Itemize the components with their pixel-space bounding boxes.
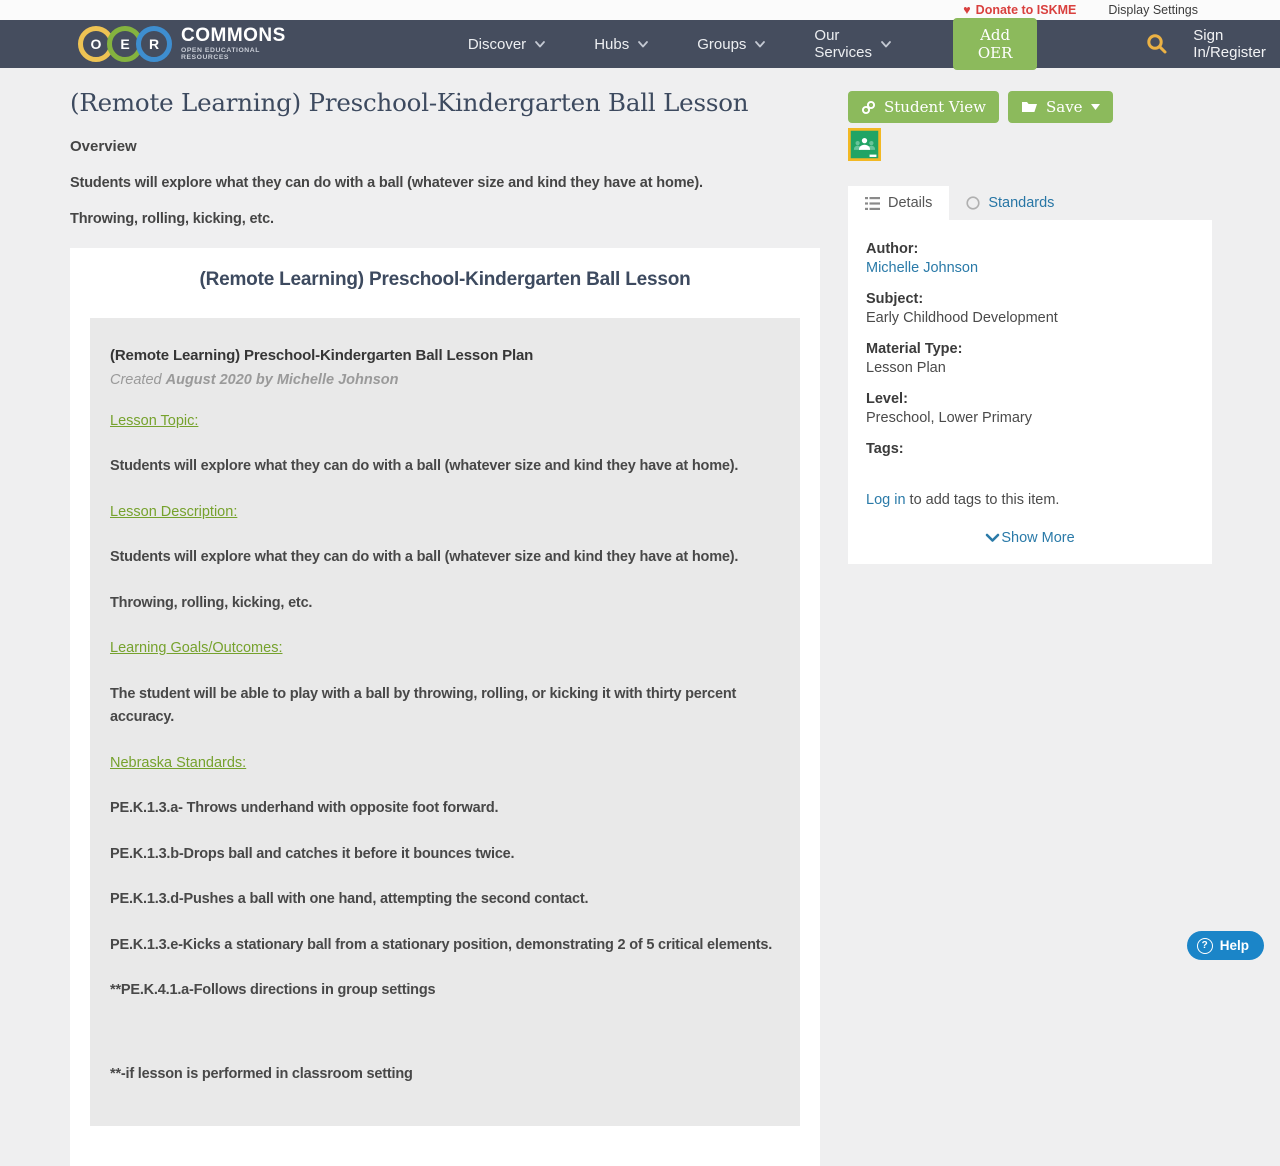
- logo-ring-e: E: [107, 26, 143, 62]
- sidebar-column: [848, 88, 1212, 564]
- nav-menu: [468, 27, 891, 61]
- caret-down-icon: [1091, 104, 1100, 110]
- page-title: (Remote Learning) Preschool-Kindergarten Ball Lesson: [70, 88, 749, 117]
- detail-field-label: Subject:: [866, 291, 924, 307]
- lesson-paragraph: [110, 1025, 780, 1041]
- nav-menu-item[interactable]: [697, 27, 765, 61]
- detail-field-value: Lesson Plan: [866, 360, 946, 376]
- tab-details-label: Details: [888, 195, 933, 211]
- lesson-paragraph[interactable]: Learning Goals/Outcomes:: [110, 640, 283, 657]
- lesson-paragraph: PE.K.1.3.d-Pushes a ball with one hand, attempting the second contact.: [110, 891, 589, 908]
- detail-field: [866, 441, 1194, 466]
- donate-label: Donate to ISKME: [975, 3, 1077, 17]
- chevron-down-icon: [755, 41, 765, 48]
- utility-bar: [0, 0, 1280, 20]
- folder-icon: [1021, 100, 1038, 114]
- display-settings-link[interactable]: Display Settings: [1108, 3, 1198, 17]
- lesson-paragraph[interactable]: Lesson Description:: [110, 503, 238, 520]
- log-in-link[interactable]: Log in: [866, 492, 906, 508]
- donate-link[interactable]: [963, 3, 1076, 17]
- lesson-created-line: [110, 372, 780, 388]
- main-navbar: [0, 20, 1280, 68]
- search-icon: [1145, 32, 1169, 56]
- lesson-paragraph: **-if lesson is performed in classroom setting: [110, 1065, 413, 1082]
- help-button[interactable]: [1187, 931, 1264, 960]
- circle-icon: [966, 196, 980, 210]
- detail-field-label: Level:: [866, 391, 908, 407]
- save-label: Save: [1045, 98, 1083, 116]
- detail-field-value[interactable]: Michelle Johnson: [866, 260, 979, 276]
- lesson-paragraph: Throwing, rolling, kicking, etc.: [110, 594, 313, 611]
- lesson-card: [70, 248, 820, 1166]
- search-button[interactable]: [1145, 32, 1169, 56]
- nav-menu-item[interactable]: [814, 27, 891, 61]
- logo-subtitle: OPEN EDUCATIONAL RESOURCES: [181, 47, 260, 61]
- nav-item-label: Hubs: [594, 35, 630, 53]
- chevron-down-icon: [638, 41, 648, 48]
- student-view-label: Student View: [884, 98, 986, 116]
- overview-heading: Overview: [70, 138, 137, 155]
- lesson-paragraph: PE.K.1.3.b-Drops ball and catches it before it bounces twice.: [110, 845, 515, 862]
- link-icon: [861, 100, 876, 115]
- heart-icon: ♥: [963, 3, 971, 17]
- lesson-paragraph[interactable]: Lesson Topic:: [110, 413, 199, 429]
- lesson-document: [90, 318, 800, 1126]
- nav-item-label: Groups: [697, 35, 747, 53]
- detail-fields: [866, 241, 1194, 466]
- logo-title: COMMONS: [181, 25, 286, 47]
- detail-field-value: Early Childhood Development: [866, 310, 1058, 326]
- nav-item-label: Our Services: [814, 27, 872, 61]
- created-value: August 2020 by Michelle Johnson: [165, 372, 399, 388]
- save-button[interactable]: [1008, 91, 1113, 123]
- nav-item-label: Discover: [467, 35, 527, 53]
- lesson-paragraph: The student will be able to play with a ball by throwing, rolling, or kicking it with thirty percent accuracy.: [110, 685, 737, 726]
- nav-menu-item[interactable]: [468, 27, 545, 61]
- show-more-label: Show More: [1001, 530, 1075, 546]
- tab-standards[interactable]: [949, 186, 1071, 220]
- oer-commons-logo[interactable]: [78, 26, 286, 62]
- detail-field: [866, 341, 1194, 376]
- detail-tabs: [848, 186, 1212, 220]
- detail-field-value: Preschool, Lower Primary: [866, 410, 1032, 426]
- show-more-button[interactable]: [866, 530, 1194, 546]
- chevron-down-icon: [985, 533, 1000, 543]
- list-icon: [865, 197, 880, 210]
- lesson-paragraph: Students will explore what they can do with a ball (whatever size and kind they have at home).: [110, 458, 739, 475]
- tab-standards-label: Standards: [988, 195, 1055, 211]
- detail-field: [866, 391, 1194, 426]
- chevron-down-icon: [535, 41, 545, 48]
- sign-in-register-link[interactable]: Sign In/Register: [1193, 27, 1266, 61]
- nav-menu-item[interactable]: [594, 27, 648, 61]
- logo-ring-o: O: [78, 26, 114, 62]
- google-classroom-icon: [848, 128, 881, 161]
- detail-field: [866, 241, 1194, 276]
- detail-field: [866, 291, 1194, 326]
- lesson-paragraph: PE.K.1.3.a- Throws underhand with opposite foot forward.: [110, 800, 499, 817]
- add-oer-button[interactable]: Add OER: [953, 18, 1037, 70]
- lesson-body: [110, 410, 780, 1086]
- tab-details[interactable]: [848, 186, 949, 220]
- logo-text: [181, 26, 286, 62]
- detail-field-value: [866, 460, 1194, 466]
- overview-paragraph: Throwing, rolling, kicking, etc.: [70, 211, 274, 227]
- details-panel: [848, 220, 1212, 564]
- lesson-paragraph: Students will explore what they can do with a ball (whatever size and kind they have at home).: [110, 549, 739, 566]
- lesson-paragraph[interactable]: Nebraska Standards:: [110, 754, 247, 771]
- student-view-button[interactable]: [848, 91, 999, 123]
- overview-paragraph: Students will explore what they can do with a ball (whatever size and kind they have at home).: [70, 175, 703, 191]
- main-content: [0, 68, 1280, 1166]
- login-line: [866, 492, 1194, 508]
- lesson-card-heading: (Remote Learning) Preschool-Kindergarten Ball Lesson: [199, 269, 691, 290]
- login-suffix: to add tags to this item.: [905, 492, 1060, 508]
- created-prefix: Created: [110, 372, 166, 388]
- detail-field-label: Author:: [866, 241, 919, 257]
- help-label: Help: [1219, 938, 1249, 953]
- detail-field-label: Tags:: [866, 441, 904, 457]
- lesson-paragraph: **PE.K.4.1.a-Follows directions in group settings: [110, 982, 436, 999]
- google-classroom-button[interactable]: [848, 128, 881, 161]
- logo-rings: [78, 26, 172, 62]
- chevron-down-icon: [881, 41, 891, 48]
- question-mark-icon: ?: [1197, 938, 1213, 954]
- lesson-paragraph: PE.K.1.3.e-Kicks a stationary ball from a stationary position, demonstrating 2 of 5 critical elements.: [110, 936, 773, 953]
- lesson-doc-title: (Remote Learning) Preschool-Kindergarten Ball Lesson Plan: [110, 347, 534, 364]
- action-buttons: [848, 91, 1212, 123]
- logo-ring-r: R: [136, 26, 172, 62]
- lesson-column: [70, 88, 820, 1166]
- detail-field-label: Material Type:: [866, 341, 963, 357]
